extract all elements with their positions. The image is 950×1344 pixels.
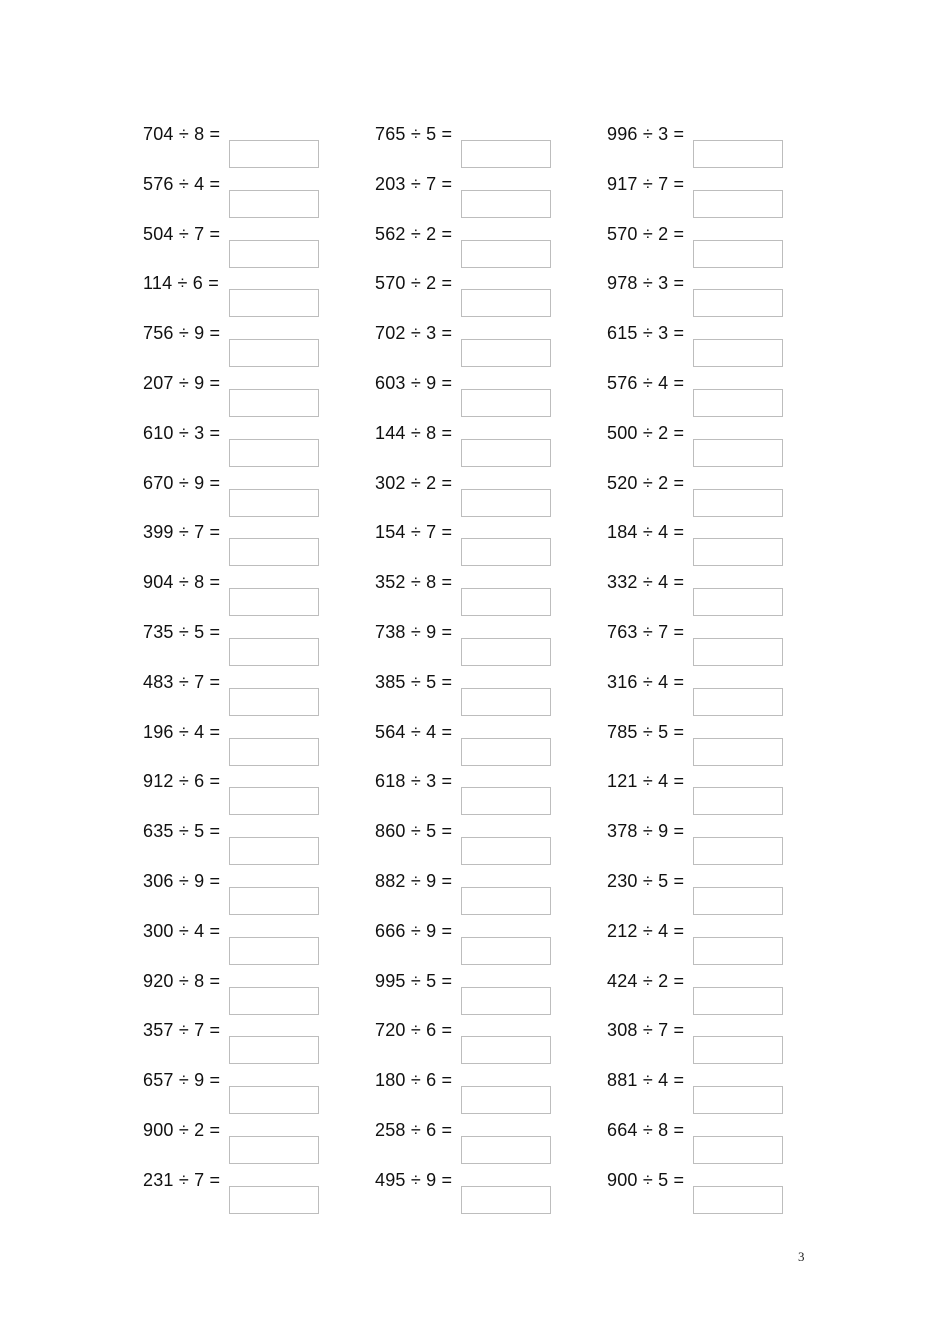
answer-box[interactable] [461, 787, 551, 815]
problem-row [375, 467, 575, 517]
problem-row [143, 865, 343, 915]
problem-expression: 735 ÷ 5 = [143, 621, 221, 642]
problem-row [375, 865, 575, 915]
answer-box[interactable] [693, 937, 783, 965]
answer-box[interactable] [461, 887, 551, 915]
problem-expression: 564 ÷ 4 = [375, 721, 453, 742]
problem-row [607, 516, 807, 566]
answer-box[interactable] [229, 937, 319, 965]
answer-box[interactable] [693, 538, 783, 566]
problem-expression: 258 ÷ 6 = [375, 1119, 453, 1140]
problem-expression: 657 ÷ 9 = [143, 1070, 221, 1091]
problem-expression: 121 ÷ 4 = [607, 771, 685, 792]
answer-box[interactable] [693, 389, 783, 417]
problem-expression: 978 ÷ 3 = [607, 273, 685, 294]
problem-column-1 [143, 118, 343, 1214]
problem-row [375, 616, 575, 666]
problem-expression: 900 ÷ 2 = [143, 1119, 221, 1140]
problem-row [607, 317, 807, 367]
problem-row [143, 467, 343, 517]
problem-expression: 570 ÷ 2 = [375, 273, 453, 294]
problem-row [143, 168, 343, 218]
answer-box[interactable] [693, 439, 783, 467]
problem-expression: 763 ÷ 7 = [607, 621, 685, 642]
answer-box[interactable] [229, 1086, 319, 1114]
problem-expression: 308 ÷ 7 = [607, 1020, 685, 1041]
answer-box[interactable] [693, 1136, 783, 1164]
problem-row [607, 965, 807, 1015]
problem-row [143, 965, 343, 1015]
problem-expression: 920 ÷ 8 = [143, 970, 221, 991]
answer-box[interactable] [461, 339, 551, 367]
answer-box[interactable] [693, 837, 783, 865]
problem-expression: 352 ÷ 8 = [375, 572, 453, 593]
problem-row [607, 1014, 807, 1064]
answer-box[interactable] [229, 389, 319, 417]
problem-row [143, 1164, 343, 1214]
answer-box[interactable] [693, 1186, 783, 1214]
answer-box[interactable] [461, 638, 551, 666]
problem-expression: 316 ÷ 4 = [607, 671, 685, 692]
answer-box[interactable] [693, 638, 783, 666]
problem-expression: 203 ÷ 7 = [375, 173, 453, 194]
problem-row [375, 566, 575, 616]
problem-row [607, 118, 807, 168]
problem-row [375, 965, 575, 1015]
problem-row [143, 267, 343, 317]
problem-row [607, 168, 807, 218]
problem-expression: 756 ÷ 9 = [143, 323, 221, 344]
problem-column-2 [375, 118, 575, 1214]
problem-expression: 154 ÷ 7 = [375, 522, 453, 543]
problem-row [607, 566, 807, 616]
problem-row [143, 516, 343, 566]
answer-box[interactable] [461, 289, 551, 317]
problem-expression: 196 ÷ 4 = [143, 721, 221, 742]
problem-expression: 615 ÷ 3 = [607, 323, 685, 344]
problem-row [375, 815, 575, 865]
problem-expression: 904 ÷ 8 = [143, 572, 221, 593]
problem-expression: 399 ÷ 7 = [143, 522, 221, 543]
answer-box[interactable] [229, 638, 319, 666]
problem-row [143, 915, 343, 965]
problem-row [607, 267, 807, 317]
answer-box[interactable] [693, 140, 783, 168]
problem-expression: 917 ÷ 7 = [607, 173, 685, 194]
problem-row [607, 1114, 807, 1164]
answer-box[interactable] [461, 439, 551, 467]
problem-row [375, 218, 575, 268]
problem-row [375, 1114, 575, 1164]
answer-box[interactable] [693, 190, 783, 218]
answer-box[interactable] [461, 389, 551, 417]
answer-box[interactable] [693, 887, 783, 915]
answer-box[interactable] [229, 289, 319, 317]
problem-expression: 603 ÷ 9 = [375, 372, 453, 393]
problem-row [375, 367, 575, 417]
answer-box[interactable] [229, 190, 319, 218]
answer-box[interactable] [461, 1036, 551, 1064]
answer-box[interactable] [229, 738, 319, 766]
problem-row [375, 1164, 575, 1214]
problem-row [375, 267, 575, 317]
problem-expression: 996 ÷ 3 = [607, 124, 685, 144]
answer-box[interactable] [229, 588, 319, 616]
answer-box[interactable] [229, 140, 319, 168]
problem-row [143, 417, 343, 467]
problem-row [607, 815, 807, 865]
problem-expression: 785 ÷ 5 = [607, 721, 685, 742]
problem-expression: 664 ÷ 8 = [607, 1119, 685, 1140]
problem-expression: 378 ÷ 9 = [607, 821, 685, 842]
answer-box[interactable] [693, 289, 783, 317]
problem-expression: 900 ÷ 5 = [607, 1169, 685, 1190]
problem-row [607, 367, 807, 417]
answer-box[interactable] [461, 837, 551, 865]
problem-expression: 483 ÷ 7 = [143, 671, 221, 692]
problem-expression: 184 ÷ 4 = [607, 522, 685, 543]
problem-row [143, 118, 343, 168]
answer-box[interactable] [229, 688, 319, 716]
problem-row [607, 616, 807, 666]
problem-row [375, 666, 575, 716]
answer-box[interactable] [229, 240, 319, 268]
problem-expression: 306 ÷ 9 = [143, 870, 221, 891]
problem-row [607, 915, 807, 965]
problem-expression: 720 ÷ 6 = [375, 1020, 453, 1041]
answer-box[interactable] [693, 987, 783, 1015]
answer-box[interactable] [693, 688, 783, 716]
problem-row [375, 317, 575, 367]
answer-box[interactable] [229, 538, 319, 566]
answer-box[interactable] [229, 1186, 319, 1214]
problem-expression: 882 ÷ 9 = [375, 870, 453, 891]
answer-box[interactable] [461, 489, 551, 517]
problem-row [143, 317, 343, 367]
answer-box[interactable] [693, 588, 783, 616]
problem-row [607, 1164, 807, 1214]
problem-row [375, 417, 575, 467]
problem-expression: 332 ÷ 4 = [607, 572, 685, 593]
problem-expression: 576 ÷ 4 = [143, 173, 221, 194]
answer-box[interactable] [693, 339, 783, 367]
problem-expression: 765 ÷ 5 = [375, 124, 453, 144]
answer-box[interactable] [461, 588, 551, 616]
answer-box[interactable] [693, 1086, 783, 1114]
problem-expression: 144 ÷ 8 = [375, 422, 453, 443]
problem-expression: 912 ÷ 6 = [143, 771, 221, 792]
problem-expression: 702 ÷ 3 = [375, 323, 453, 344]
answer-box[interactable] [461, 738, 551, 766]
problem-row [143, 765, 343, 815]
problem-row [607, 716, 807, 766]
problem-row [607, 1064, 807, 1114]
problem-expression: 114 ÷ 6 = [143, 273, 219, 294]
problem-expression: 860 ÷ 5 = [375, 821, 453, 842]
problem-expression: 231 ÷ 7 = [143, 1169, 221, 1190]
problem-row [375, 168, 575, 218]
problem-row [143, 1014, 343, 1064]
problem-expression: 738 ÷ 9 = [375, 621, 453, 642]
answer-box[interactable] [229, 837, 319, 865]
problem-row [143, 1114, 343, 1164]
answer-box[interactable] [461, 1086, 551, 1114]
answer-box[interactable] [461, 240, 551, 268]
problem-row [607, 666, 807, 716]
answer-box[interactable] [461, 190, 551, 218]
problem-expression: 704 ÷ 8 = [143, 124, 221, 144]
problem-row [375, 716, 575, 766]
problem-expression: 520 ÷ 2 = [607, 472, 685, 493]
problem-expression: 495 ÷ 9 = [375, 1169, 453, 1190]
problem-expression: 500 ÷ 2 = [607, 422, 685, 443]
problem-row [375, 1014, 575, 1064]
answer-box[interactable] [229, 887, 319, 915]
problem-expression: 504 ÷ 7 = [143, 223, 221, 244]
answer-box[interactable] [693, 240, 783, 268]
problem-row [375, 118, 575, 168]
answer-box[interactable] [229, 787, 319, 815]
problem-row [143, 815, 343, 865]
answer-box[interactable] [229, 489, 319, 517]
problem-expression: 180 ÷ 6 = [375, 1070, 453, 1091]
problem-expression: 610 ÷ 3 = [143, 422, 221, 443]
answer-box[interactable] [229, 339, 319, 367]
problem-expression: 230 ÷ 5 = [607, 870, 685, 891]
problem-expression: 995 ÷ 5 = [375, 970, 453, 991]
problem-row [607, 417, 807, 467]
answer-box[interactable] [229, 439, 319, 467]
answer-box[interactable] [461, 140, 551, 168]
problem-expression: 670 ÷ 9 = [143, 472, 221, 493]
problem-row [143, 218, 343, 268]
problem-row [143, 716, 343, 766]
problem-expression: 618 ÷ 3 = [375, 771, 453, 792]
answer-box[interactable] [693, 787, 783, 815]
problem-row [375, 915, 575, 965]
problem-row [607, 765, 807, 815]
answer-box[interactable] [461, 538, 551, 566]
problem-expression: 576 ÷ 4 = [607, 372, 685, 393]
problem-row [143, 666, 343, 716]
problem-row [143, 1064, 343, 1114]
problem-expression: 212 ÷ 4 = [607, 920, 685, 941]
problem-row [375, 1064, 575, 1114]
problem-row [143, 616, 343, 666]
problem-expression: 666 ÷ 9 = [375, 920, 453, 941]
answer-box[interactable] [461, 937, 551, 965]
problem-expression: 562 ÷ 2 = [375, 223, 453, 244]
problem-row [143, 566, 343, 616]
answer-box[interactable] [693, 738, 783, 766]
problem-expression: 424 ÷ 2 = [607, 970, 685, 991]
problem-row [143, 367, 343, 417]
answer-box[interactable] [229, 987, 319, 1015]
answer-box[interactable] [693, 1036, 783, 1064]
problem-expression: 635 ÷ 5 = [143, 821, 221, 842]
answer-box[interactable] [461, 1186, 551, 1214]
problem-row [607, 218, 807, 268]
problem-column-3 [607, 118, 807, 1214]
answer-box[interactable] [229, 1136, 319, 1164]
answer-box[interactable] [461, 1136, 551, 1164]
problem-row [375, 516, 575, 566]
problem-expression: 570 ÷ 2 = [607, 223, 685, 244]
answer-box[interactable] [693, 489, 783, 517]
problem-expression: 302 ÷ 2 = [375, 472, 453, 493]
problem-expression: 207 ÷ 9 = [143, 372, 221, 393]
problem-expression: 357 ÷ 7 = [143, 1020, 221, 1041]
problem-row [375, 765, 575, 815]
problem-row [607, 865, 807, 915]
page-number: 3 [798, 1249, 805, 1264]
problem-expression: 300 ÷ 4 = [143, 920, 221, 941]
problem-expression: 385 ÷ 5 = [375, 671, 453, 692]
answer-box[interactable] [461, 987, 551, 1015]
problem-expression: 881 ÷ 4 = [607, 1070, 685, 1091]
problem-row [607, 467, 807, 517]
answer-box[interactable] [229, 1036, 319, 1064]
answer-box[interactable] [461, 688, 551, 716]
